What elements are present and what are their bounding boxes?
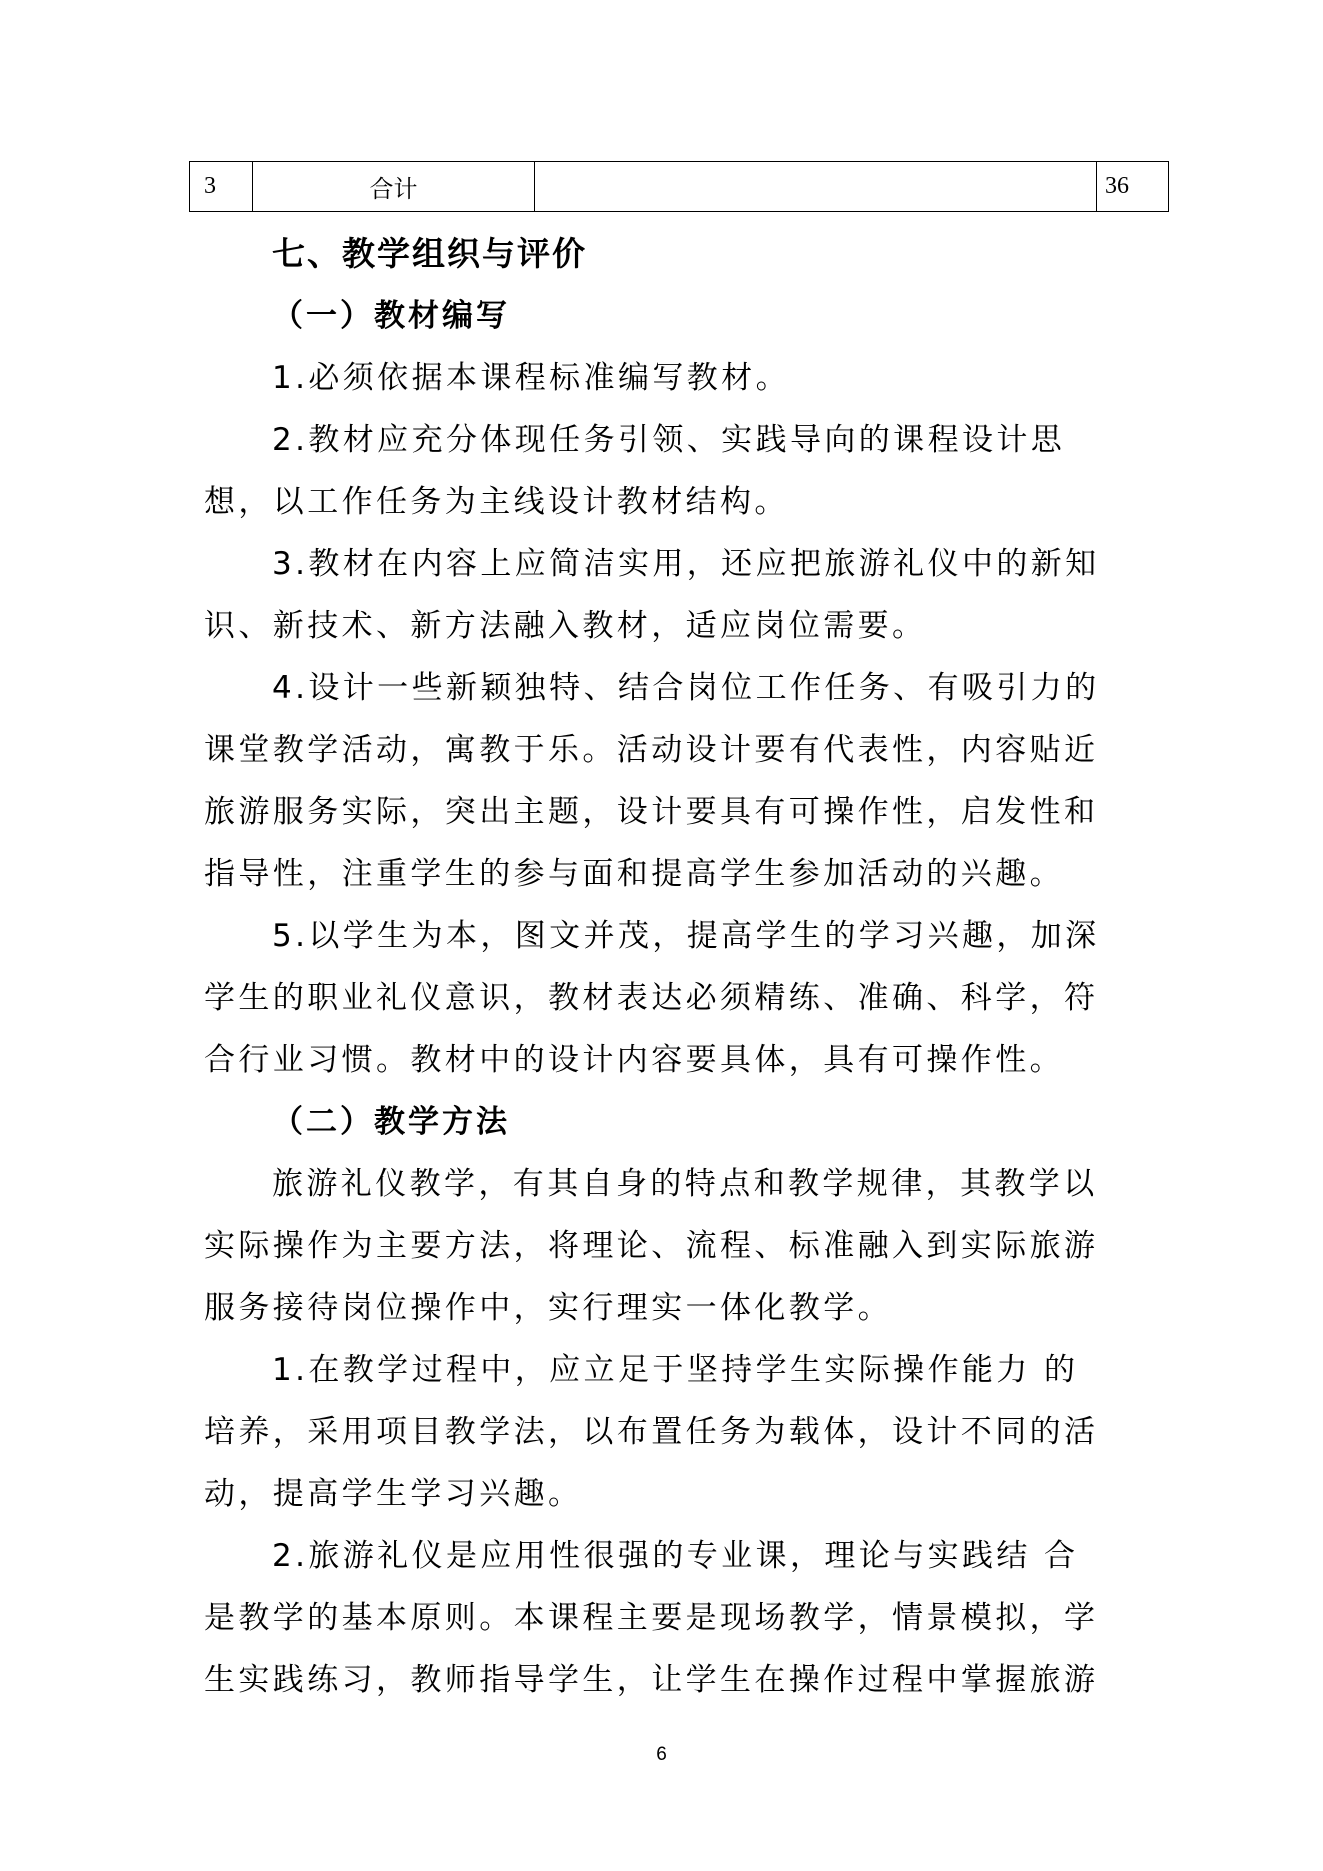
paragraph-line: 动，提高学生学习兴趣。 <box>204 1476 583 1512</box>
page-number: 6 <box>656 1744 667 1765</box>
paragraph-line: 2.旅游礼仪是应用性很强的专业课，理论与实践结 合 <box>272 1538 1079 1574</box>
paragraph-line: 合行业习惯。教材中的设计内容要具体，具有可操作性。 <box>204 1042 1064 1078</box>
paragraph-line: 服务接待岗位操作中，实行理实一体化教学。 <box>204 1290 892 1326</box>
paragraph-line: 课堂教学活动，寓教于乐。活动设计要有代表性，内容贴近 <box>204 732 1099 768</box>
table-cell-hours: 36 <box>1097 162 1169 212</box>
subsection-title: （一）教材编写 <box>272 298 510 334</box>
paragraph-line: 是教学的基本原则。本课程主要是现场教学，情景模拟，学 <box>204 1600 1099 1636</box>
table-cell-index: 3 <box>190 162 253 212</box>
paragraph-line: 实际操作为主要方法，将理论、流程、标准融入到实际旅游 <box>204 1228 1099 1264</box>
paragraph-line: 5.以学生为本，图文并茂，提高学生的学习兴趣，加深 <box>272 918 1100 954</box>
paragraph-line: 识、新技术、新方法融入教材，适应岗位需要。 <box>204 608 927 644</box>
paragraph-line: 4.设计一些新颖独特、结合岗位工作任务、有吸引力的 <box>272 670 1100 706</box>
subsection-title: （二）教学方法 <box>272 1104 510 1140</box>
paragraph-line: 3.教材在内容上应简洁实用，还应把旅游礼仪中的新知 <box>272 546 1100 582</box>
paragraph-line: 1.在教学过程中，应立足于坚持学生实际操作能力 的 <box>272 1352 1079 1388</box>
paragraph-line: 1.必须依据本课程标准编写教材。 <box>272 360 790 396</box>
paragraph-line: 2.教材应充分体现任务引领、实践导向的课程设计思 <box>272 422 1066 458</box>
paragraph-line: 想，以工作任务为主线设计教材结构。 <box>204 484 789 520</box>
hours-table <box>189 161 1169 212</box>
table-cell-label: 合计 <box>253 162 535 212</box>
section-title: 七、教学组织与评价 <box>272 234 587 273</box>
table-cell-content <box>535 162 1097 212</box>
paragraph-line: 培养，采用项目教学法，以布置任务为载体，设计不同的活 <box>204 1414 1099 1450</box>
paragraph-line: 旅游礼仪教学，有其自身的特点和教学规律，其教学以 <box>272 1166 1098 1202</box>
paragraph-line: 生实践练习，教师指导学生，让学生在操作过程中掌握旅游 <box>204 1662 1099 1698</box>
paragraph-line: 指导性，注重学生的参与面和提高学生参加活动的兴趣。 <box>204 856 1064 892</box>
table-row <box>190 162 1169 212</box>
paragraph-line: 旅游服务实际，突出主题，设计要具有可操作性，启发性和 <box>204 794 1099 830</box>
paragraph-line: 学生的职业礼仪意识，教材表达必须精练、准确、科学，符 <box>204 980 1099 1016</box>
